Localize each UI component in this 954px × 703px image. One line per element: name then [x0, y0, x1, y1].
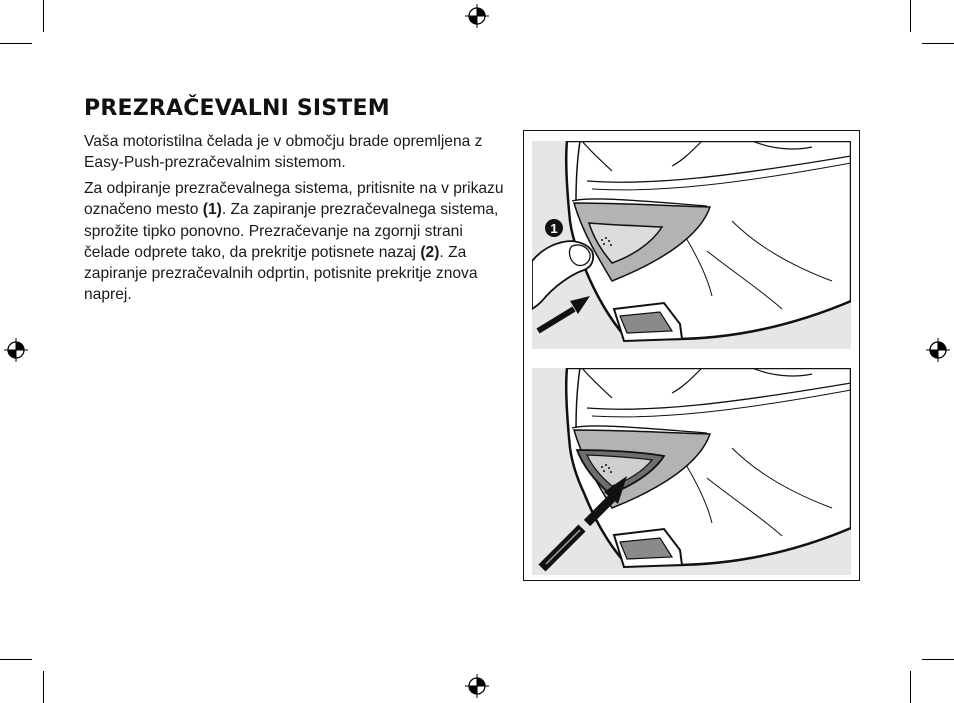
helmet-vent-figure [523, 130, 860, 581]
crop-mark-icon [43, 671, 44, 703]
registration-mark-icon [465, 4, 489, 28]
instructions-paragraph [84, 178, 504, 306]
instructions-text: . Za zapiranje prezračevalnih odprtin, potisnite prekritje znova naprej. [84, 243, 478, 304]
registration-mark-icon [4, 338, 28, 362]
reference-1: (1) [202, 201, 222, 219]
reference-2: (2) [420, 243, 440, 261]
registration-mark-icon [926, 338, 950, 362]
instructions-text: . Za zapiranje prezračevalnega sistema, sprožite tipko ponovno. Prezračevanje na zgornji strani čelade odprete tako, da prekritje potisnete nazaj [84, 201, 499, 261]
crop-mark-icon [910, 0, 911, 32]
figure-panel-press-button [532, 141, 851, 349]
intro-paragraph: Vaša motoristilna čelada je v območju brade opremljena z Easy-Push-prezračevalnim sistemom. [84, 133, 483, 172]
crop-mark-icon [922, 43, 954, 44]
crop-mark-icon [922, 659, 954, 660]
crop-mark-icon [43, 0, 44, 32]
crop-mark-icon [0, 43, 32, 44]
figure-panel-vent-open [532, 368, 851, 575]
instructions-text: Za odpiranje prezračevalnega sistema, pritisnite na v prikazu označeno mesto [84, 180, 504, 219]
page-title: PREZRAČEVALNI SISTEM [84, 96, 390, 121]
registration-mark-icon [465, 674, 489, 698]
crop-mark-icon [910, 671, 911, 703]
callout-1-label: 1 [550, 221, 558, 236]
crop-mark-icon [0, 659, 32, 660]
